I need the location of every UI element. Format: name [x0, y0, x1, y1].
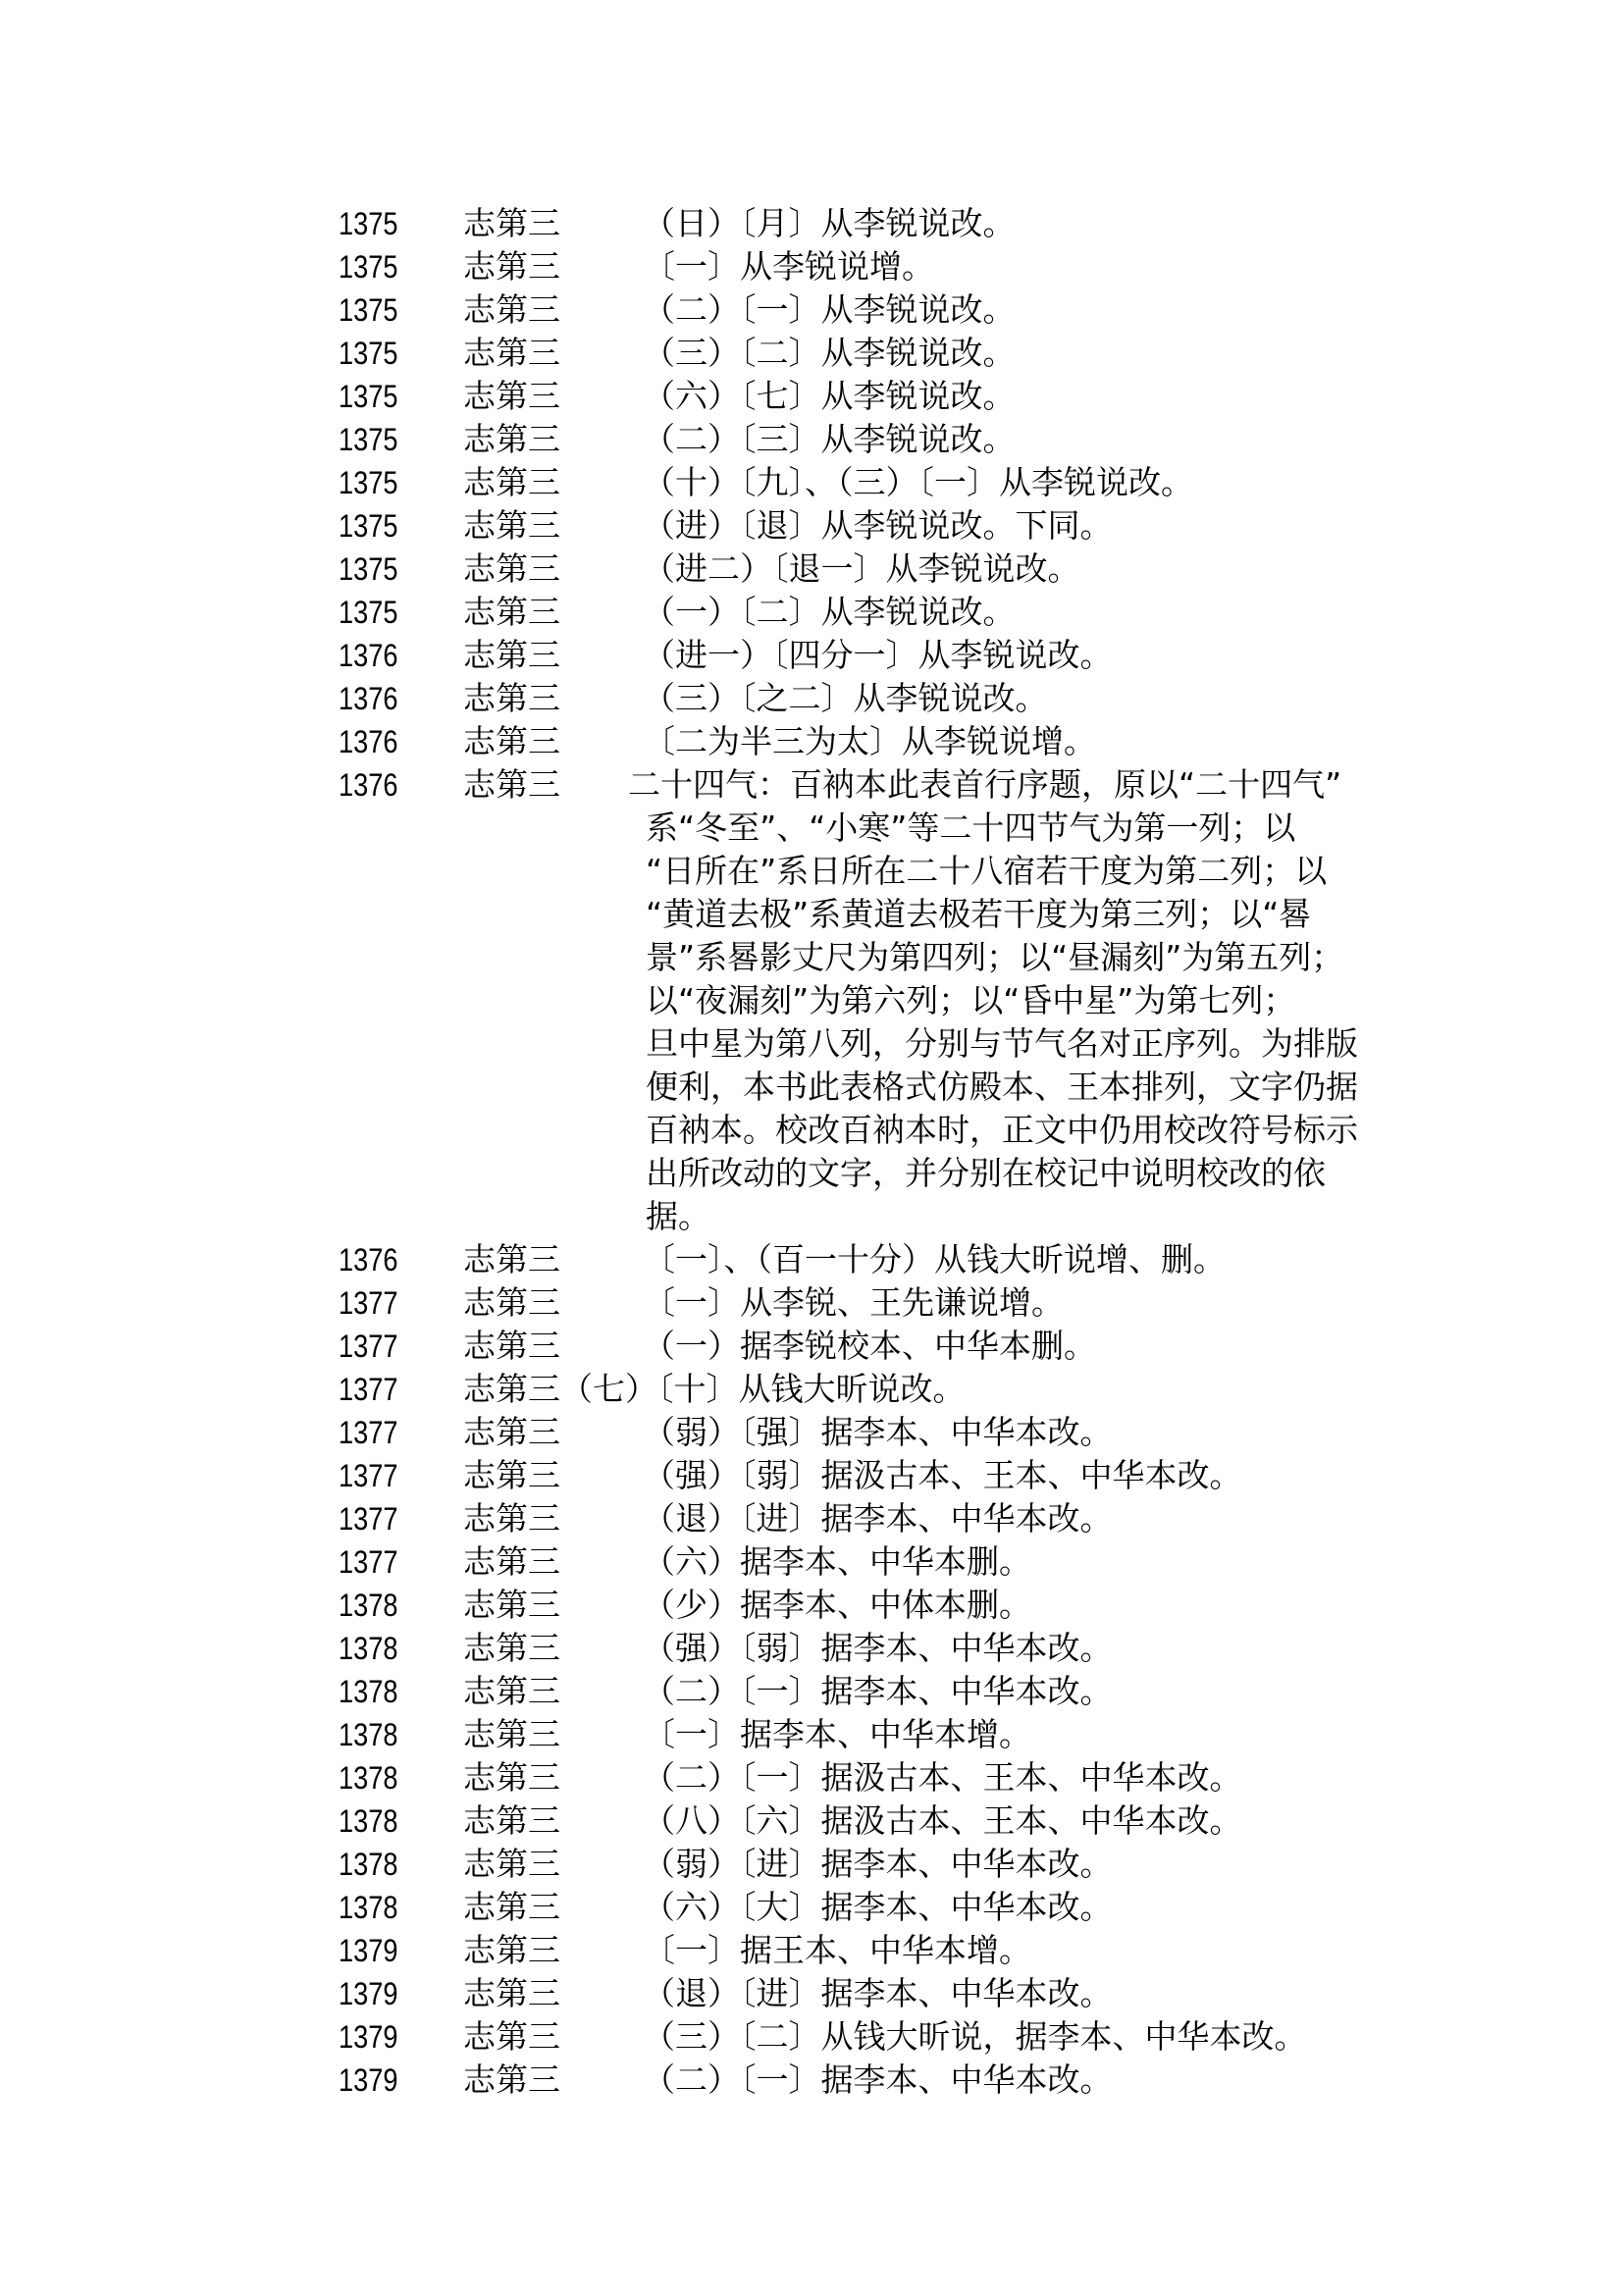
note-text: （进二）〔退一〕从李锐说改。: [643, 549, 1080, 588]
note-text-line: “黄道去极”系黄道去极若干度为第三列；以“晷: [646, 895, 1312, 933]
note-text: 二十四气：百衲本此表首行序题，原以“二十四气”: [628, 765, 1342, 804]
collation-notes-list: [339, 202, 1418, 2102]
page-number: 1375: [339, 465, 398, 500]
note-row: [339, 332, 1418, 375]
note-text: （三）〔二〕从李锐说改。: [643, 334, 1016, 372]
note-row-paragraph: [339, 763, 1418, 807]
volume-label: 志第三: [463, 1629, 560, 1667]
note-row: [339, 1540, 1418, 1584]
page-number: 1375: [339, 595, 398, 630]
note-text: （强）〔弱〕据汲古本、王本、中华本改。: [643, 1456, 1242, 1494]
page-number: 1379: [339, 2062, 398, 2098]
volume-label: 志第三: [463, 722, 560, 760]
note-row: [339, 1627, 1418, 1670]
note-row: [339, 1497, 1418, 1540]
note-text: （弱）〔进〕据李本、中华本改。: [643, 1845, 1113, 1883]
page-number: 1378: [339, 1890, 398, 1925]
note-row: [339, 1411, 1418, 1454]
volume-label: 志第三: [463, 506, 560, 545]
page-number: 1379: [339, 1933, 398, 1968]
note-row: [339, 1584, 1418, 1627]
page-number: 1378: [339, 1588, 398, 1623]
note-text: 〔一〕据王本、中华本增。: [643, 1931, 1031, 1969]
volume-label: 志第三: [463, 1240, 560, 1278]
note-text: （弱）〔强〕据李本、中华本改。: [643, 1413, 1113, 1451]
page-number: 1375: [339, 551, 398, 587]
note-row: [339, 720, 1418, 763]
volume-label: 志第三: [463, 420, 560, 458]
volume-label: 志第三: [463, 679, 560, 717]
page-number: 1375: [339, 379, 398, 414]
volume-label: 志第三: [463, 636, 560, 674]
note-row: [339, 634, 1418, 677]
rows-before: [339, 202, 1418, 763]
note-row: [339, 2015, 1418, 2059]
note-text: 〔一〕据李本、中华本增。: [643, 1715, 1031, 1753]
volume-label: 志第三: [463, 2060, 560, 2099]
note-text: 〔一〕从李锐说增。: [643, 247, 934, 286]
note-text: （六）〔大〕据李本、中华本改。: [643, 1888, 1113, 1926]
page-number: 1378: [339, 1803, 398, 1839]
note-text-line: 以“夜漏刻”为第六列；以“昏中星”为第七列；: [646, 981, 1296, 1019]
note-text-line: 系“冬至”、“小寒”等二十四节气为第一列；以: [646, 808, 1296, 847]
page-number: 1375: [339, 249, 398, 285]
note-text: （一）〔二〕从李锐说改。: [643, 593, 1016, 631]
page-number: 1377: [339, 1329, 398, 1364]
page-number: 1379: [339, 1976, 398, 2011]
note-text: （二）〔一〕据李本、中华本改。: [643, 2060, 1113, 2099]
note-row: [339, 202, 1418, 245]
note-row: [339, 547, 1418, 591]
volume-label: 志第三: [463, 1327, 560, 1365]
page-number: 1375: [339, 508, 398, 544]
page-number: 1376: [339, 638, 398, 673]
note-row: [339, 461, 1418, 504]
volume-label: 志第三: [463, 334, 560, 372]
note-text: （二）〔一〕据汲古本、王本、中华本改。: [643, 1758, 1242, 1797]
note-row: [339, 504, 1418, 547]
note-text: 〔一〕从李锐、王先谦说增。: [643, 1283, 1064, 1322]
note-row: [339, 1281, 1418, 1325]
page-number: 1377: [339, 1501, 398, 1537]
note-text: 〔一〕、（百一十分）从钱大昕说增、删。: [643, 1240, 1226, 1278]
page-number: 1378: [339, 1717, 398, 1752]
volume-label: 志第三: [463, 1888, 560, 1926]
note-row: [339, 1713, 1418, 1756]
volume-label: 志第三: [463, 549, 560, 588]
volume-label: 志第三: [463, 1672, 560, 1710]
volume-label: 志第三: [463, 2017, 560, 2056]
page-number: 1375: [339, 292, 398, 328]
note-text: （强）〔弱〕据李本、中华本改。: [643, 1629, 1113, 1667]
note-text-line: 百衲本。校改百衲本时，正文中仍用校改符号标示: [646, 1111, 1358, 1149]
volume-label: 志第三: [463, 593, 560, 631]
volume-label: 志第三: [463, 204, 560, 242]
page-number: 1378: [339, 1631, 398, 1666]
volume-label: 志第三: [463, 290, 560, 329]
note-text: （进一）〔四分一〕从李锐说改。: [643, 636, 1113, 674]
volume-label: 志第三: [463, 1456, 560, 1494]
note-row: [339, 1238, 1418, 1281]
volume-label: 志第三（七）〔十〕从钱大昕说改。: [463, 1370, 966, 1408]
volume-label: 志第三: [463, 1542, 560, 1581]
note-text-line: 旦中星为第八列，分别与节气名对正序列。为排版: [646, 1024, 1358, 1063]
note-text: 〔二为半三为太〕从李锐说增。: [643, 722, 1096, 760]
note-row: [339, 677, 1418, 720]
page-number: 1378: [339, 1674, 398, 1709]
note-row: [339, 375, 1418, 418]
page-number: 1377: [339, 1372, 398, 1407]
note-text-line: 出所改动的文字，并分别在校记中说明校改的依: [646, 1154, 1326, 1192]
volume-label: 志第三: [463, 1974, 560, 2012]
volume-label: 志第三: [463, 1801, 560, 1840]
page-number: 1378: [339, 1847, 398, 1882]
volume-label: 志第三: [463, 1931, 560, 1969]
note-text-line: “日所在”系日所在二十八宿若干度为第二列；以: [646, 852, 1328, 890]
note-text: （三）〔二〕从钱大昕说，据李本、中华本改。: [643, 2017, 1307, 2056]
note-row: [339, 1799, 1418, 1843]
volume-label: 志第三: [463, 1758, 560, 1797]
paragraph-continuation: [339, 807, 1418, 1238]
page-number: 1377: [339, 1544, 398, 1580]
note-text: （六）据李本、中华本删。: [643, 1542, 1031, 1581]
note-row: [339, 1972, 1418, 2015]
volume-label: 志第三: [463, 765, 560, 804]
page-number: 1379: [339, 2019, 398, 2055]
note-row: [339, 1325, 1418, 1368]
page-number: 1375: [339, 206, 398, 241]
note-text: （二）〔三〕从李锐说改。: [643, 420, 1016, 458]
note-text: （二）〔一〕从李锐说改。: [643, 290, 1016, 329]
volume-label: 志第三: [463, 247, 560, 286]
page-number: 1376: [339, 767, 398, 803]
note-text: （少）据李本、中体本删。: [643, 1586, 1031, 1624]
volume-label: 志第三: [463, 1499, 560, 1538]
page-number: 1376: [339, 681, 398, 716]
note-row: [339, 1670, 1418, 1713]
page-number: 1376: [339, 1242, 398, 1277]
page-number: 1376: [339, 724, 398, 759]
note-text-line: 景”系晷影丈尺为第四列；以“昼漏刻”为第五列；: [646, 938, 1344, 976]
page-number: 1375: [339, 422, 398, 457]
note-row: [339, 245, 1418, 288]
note-row: [339, 1756, 1418, 1799]
note-text: （六）〔七〕从李锐说改。: [643, 377, 1016, 415]
note-row: [339, 1929, 1418, 1972]
page-number: 1377: [339, 1458, 398, 1493]
volume-label: 志第三: [463, 1715, 560, 1753]
note-text: （退）〔进〕据李本、中华本改。: [643, 1499, 1113, 1538]
volume-label: 志第三: [463, 377, 560, 415]
note-text: （三）〔之二〕从李锐说改。: [643, 679, 1048, 717]
note-text: （八）〔六〕据汲古本、王本、中华本改。: [643, 1801, 1242, 1840]
volume-label: 志第三: [463, 1845, 560, 1883]
rows-after: [339, 1238, 1418, 2102]
volume-label: 志第三: [463, 463, 560, 501]
page-number: 1375: [339, 336, 398, 371]
note-text: （二）〔一〕据李本、中华本改。: [643, 1672, 1113, 1710]
note-text-line: 便利，本书此表格式仿殿本、王本排列，文字仍据: [646, 1068, 1358, 1106]
volume-label: 志第三: [463, 1586, 560, 1624]
note-row: [339, 1843, 1418, 1886]
note-text: （十）〔九〕、（三）〔一〕从李锐说改。: [643, 463, 1193, 501]
note-text: （进）〔退〕从李锐说改。下同。: [643, 506, 1113, 545]
page-number: 1378: [339, 1760, 398, 1796]
volume-label: 志第三: [463, 1283, 560, 1322]
note-text: （退）〔进〕据李本、中华本改。: [643, 1974, 1113, 2012]
page-number: 1377: [339, 1415, 398, 1450]
note-row: [339, 1368, 1418, 1411]
note-text-line: 据。: [646, 1197, 710, 1235]
note-row: [339, 1454, 1418, 1497]
note-row: [339, 288, 1418, 332]
volume-label: 志第三: [463, 1413, 560, 1451]
note-row: [339, 591, 1418, 634]
note-row: [339, 1886, 1418, 1929]
note-row: [339, 2059, 1418, 2102]
page-number: 1377: [339, 1285, 398, 1321]
note-text: （日）〔月〕从李锐说改。: [643, 204, 1016, 242]
note-text: （一）据李锐校本、中华本删。: [643, 1327, 1096, 1365]
note-row: [339, 418, 1418, 461]
